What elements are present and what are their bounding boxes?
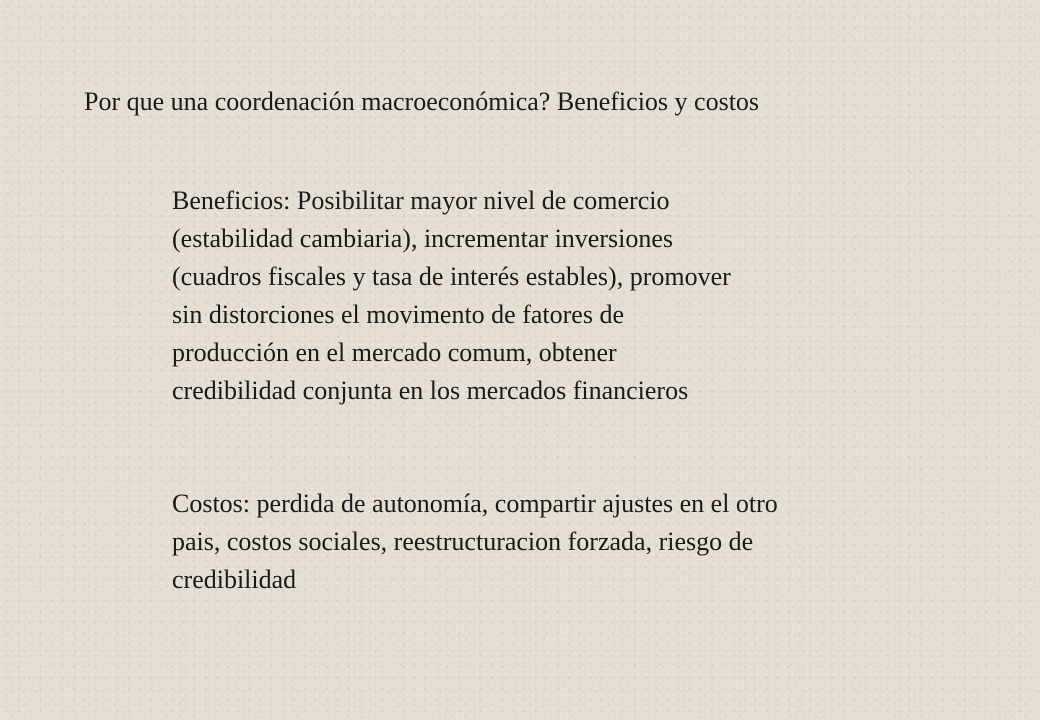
benefits-line: sin distorciones el movimento de fatores de bbox=[172, 300, 625, 329]
benefits-paragraph bbox=[172, 182, 952, 410]
benefits-line: producción en el mercado comum, obtener bbox=[172, 338, 617, 367]
benefits-line: (cuadros fiscales y tasa de interés estables), promover bbox=[172, 262, 731, 291]
slide-title: Por que una coordenación macroeconómica? Beneficios y costos bbox=[84, 87, 760, 116]
benefits-line: credibilidad conjunta en los mercados financieros bbox=[172, 376, 689, 405]
benefits-line: (estabilidad cambiaria), incrementar inversiones bbox=[172, 224, 674, 253]
costs-line: credibilidad bbox=[172, 565, 297, 594]
benefits-line: Beneficios: Posibilitar mayor nivel de comercio bbox=[172, 186, 670, 215]
costs-line: Costos: perdida de autonomía, compartir ajustes en el otro bbox=[172, 489, 778, 518]
costs-paragraph bbox=[172, 485, 952, 599]
costs-line: pais, costos sociales, reestructuracion forzada, riesgo de bbox=[172, 527, 754, 556]
